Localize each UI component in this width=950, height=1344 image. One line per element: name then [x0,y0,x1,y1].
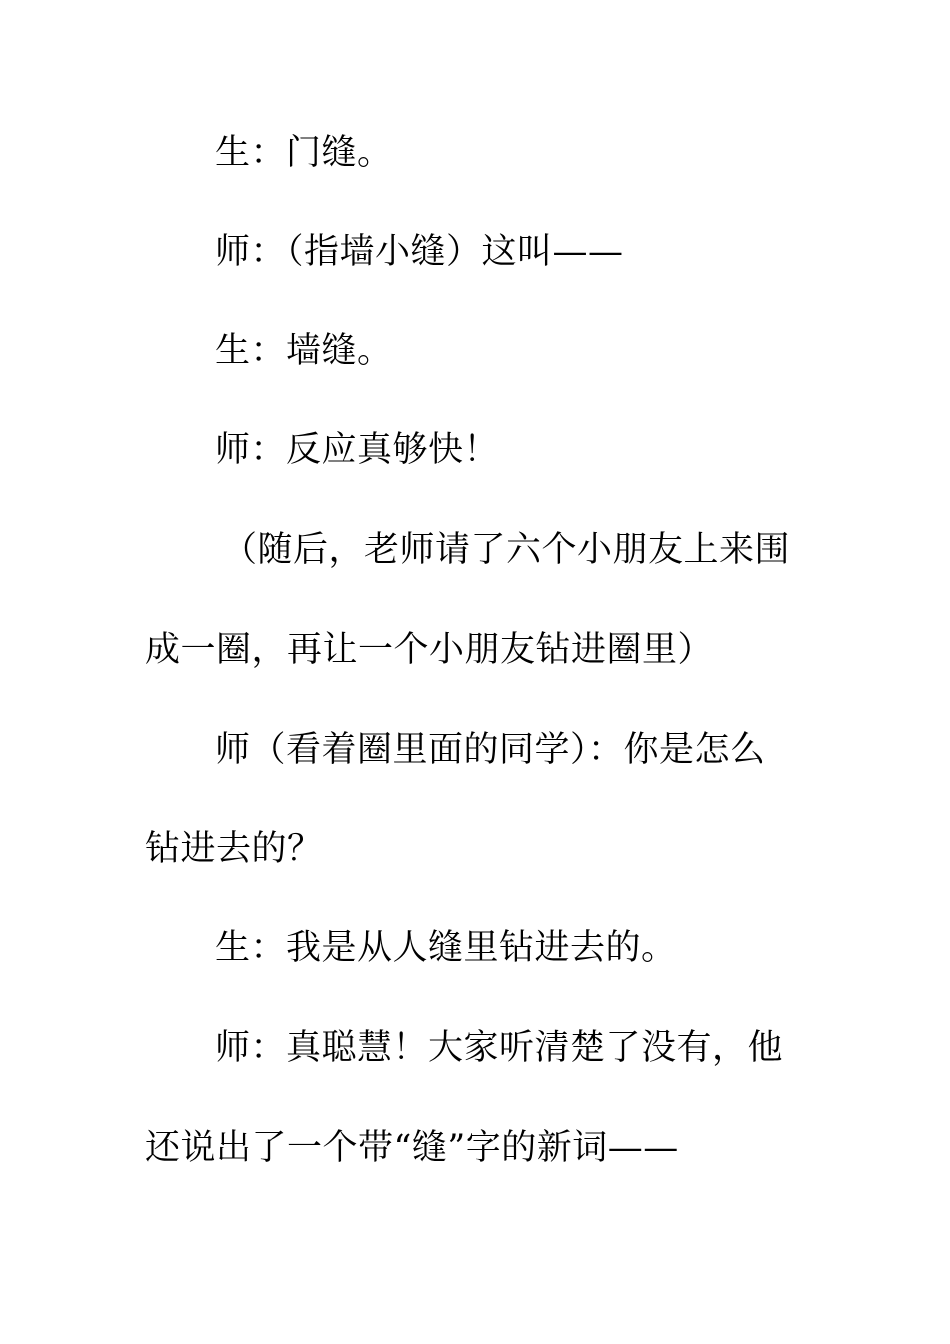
dialogue-line-student-1: 生：门缝。 [215,133,393,173]
dialogue-line-student-3: 生：我是从人缝里钻进去的。 [215,928,677,968]
dialogue-line-teacher-4-continued: 还说出了一个带“缝”字的新词—— [145,1128,679,1168]
stage-direction-line-1: （随后，老师请了六个小朋友上来围 [222,530,791,570]
dialogue-line-student-2: 生：墙缝。 [215,331,393,371]
dialogue-line-teacher-1: 师：（指墙小缝）这叫—— [215,232,624,272]
dialogue-line-teacher-3: 师（看着圈里面的同学）：你是怎么 [215,730,766,770]
dialogue-line-teacher-3-continued: 钻进去的？ [145,829,323,869]
stage-direction-line-2: 成一圈，再让一个小朋友钻进圈里） [145,630,714,670]
dialogue-line-teacher-4: 师：真聪慧！大家听清楚了没有，他 [215,1028,784,1068]
dialogue-line-teacher-2: 师：反应真够快！ [215,430,500,470]
